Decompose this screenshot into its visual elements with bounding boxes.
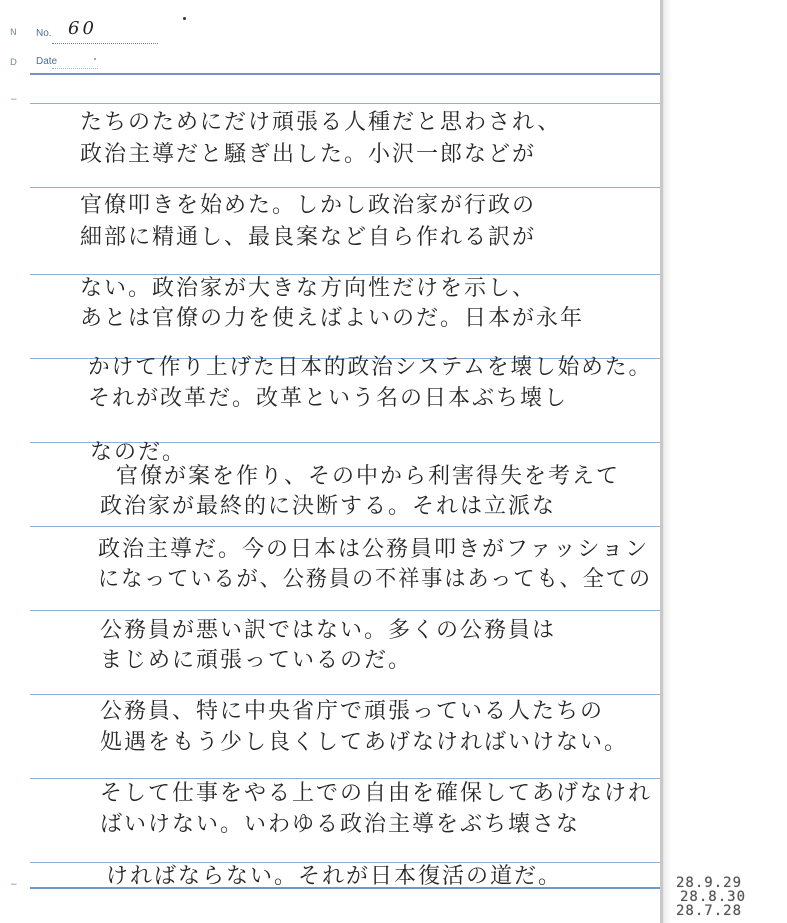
page-binding-edge xyxy=(660,0,663,923)
text-line-15: まじめに頑張っているのだ。 xyxy=(100,648,413,673)
text-line-1: たちのためにだけ頑張る人種だと思わされ、 xyxy=(80,110,562,135)
text-line-19: ばいけない。いわゆる政治主導をぶち壊さな xyxy=(100,812,581,837)
text-line-6: あとは官僚の力を使えばよいのだ。日本が永年 xyxy=(80,306,585,331)
date-stamp: 28.9.29 xyxy=(676,875,743,891)
text-line-4: 細部に精通し、最良案など自ら作れる訳が xyxy=(80,225,537,250)
text-line-14: 公務員が悪い訳ではない。多くの公務員は xyxy=(100,618,557,643)
page-edge-shadow xyxy=(662,0,787,923)
text-line-11: 政治家が最終的に決断する。それは立派な xyxy=(100,494,557,519)
text-line-16: 公務員、特に中央省庁で頑張っている人たちの xyxy=(100,699,605,724)
text-line-7: かけて作り上げた日本的政治システムを壊し始めた。 xyxy=(88,355,653,380)
no-label: No. xyxy=(36,28,52,39)
text-line-9: なのだ。 xyxy=(90,440,187,465)
text-line-3: 官僚叩きを始めた。しかし政治家が行政の xyxy=(80,193,537,218)
margin-tick: − xyxy=(10,95,18,105)
date-stamp: 28.8.30 xyxy=(680,889,747,905)
text-line-18: そして仕事をやる上での自由を確保してあげなけれ xyxy=(100,781,653,806)
margin-mark-n: N xyxy=(10,28,17,38)
text-line-17: 処遇をもう少し良くしてあげなければいけない。 xyxy=(100,730,629,755)
text-line-10: 官僚が案を作り、その中から利害得失を考えて xyxy=(116,464,621,489)
date-stamp: 28.7.28 xyxy=(676,903,743,919)
text-line-8: それが改革だ。改革という名の日本ぶち壊し xyxy=(88,386,569,411)
text-line-12: 政治主導だ。今の日本は公務員叩きがファッション xyxy=(98,537,650,562)
text-line-13: になっているが、公務員の不祥事はあっても、全ての xyxy=(98,567,652,592)
page-number: 60 xyxy=(68,18,97,39)
text-line-20: ければならない。それが日本復活の道だ。 xyxy=(106,864,563,889)
margin-tick: − xyxy=(10,880,18,890)
text-line-2: 政治主導だと騒ぎ出した。小沢一郎などが xyxy=(80,142,537,167)
date-stamps xyxy=(676,876,781,918)
margin-mark-d: D xyxy=(10,58,17,68)
text-line-5: ない。政治家が大きな方向性だけを示し、 xyxy=(80,276,537,301)
date-label: Date xyxy=(36,56,58,67)
